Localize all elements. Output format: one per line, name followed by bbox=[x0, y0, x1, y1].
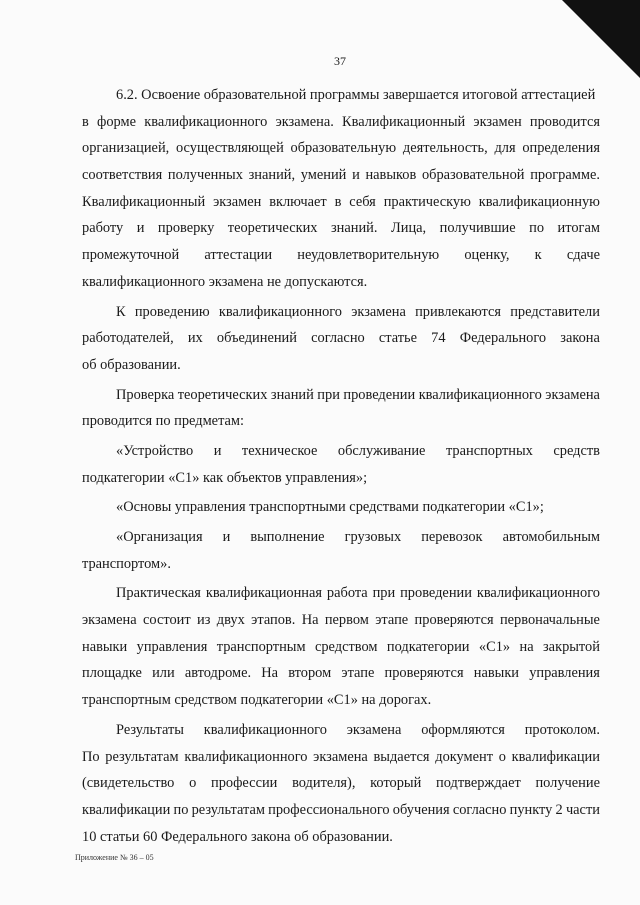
text-line: К проведению квалификационного экзамена привлекаются представители bbox=[116, 303, 600, 320]
text-line: экзамена состоит из двух этапов. На первом этапе проверяются первоначальные bbox=[82, 612, 600, 629]
text-line: работу и проверку теоретических знаний. Лица, получившие по итогам bbox=[82, 220, 600, 237]
paragraph bbox=[82, 382, 600, 435]
text-line: квалификации по результатам профессионального обучения согласно пункту 2 части bbox=[82, 801, 600, 818]
text-line: Практическая квалификационная работа при проведении квалификационного bbox=[116, 585, 600, 602]
text-line: По результатам квалификационного экзамена выдается документ о квалификации bbox=[82, 748, 600, 765]
page-footer: Приложение № 36 – 05 bbox=[75, 853, 154, 862]
text-line: проводится по предметам: bbox=[82, 413, 245, 430]
text-line: «Устройство и техническое обслуживание транспортных средств bbox=[116, 442, 600, 459]
text-line: 6.2. Освоение образовательной программы завершается итоговой аттестацией bbox=[116, 87, 596, 103]
text-line: 10 статьи 60 Федерального закона об образовании. bbox=[82, 828, 393, 845]
text-line: транспортом». bbox=[82, 555, 171, 572]
text-line: квалификационного экзамена не допускаются. bbox=[82, 273, 368, 290]
text-line: Проверка теоретических знаний при проведении квалификационного экзамена bbox=[116, 386, 600, 403]
text-line: Результаты квалификационного экзамена оформляются протоколом. bbox=[116, 721, 600, 738]
document-body bbox=[82, 82, 600, 850]
text-line: подкатегории «С1» как объектов управления»; bbox=[82, 469, 368, 486]
paragraph bbox=[82, 299, 600, 379]
text-line: организацией, осуществляющей образовательную деятельность, для определения bbox=[82, 140, 600, 157]
text-line: Квалификационный экзамен включает в себя практическую квалификационную bbox=[82, 193, 600, 210]
text-line: (свидетельство о профессии водителя), который подтверждает получение bbox=[82, 775, 600, 792]
text-line: транспортным средством подкатегории «С1» на дорогах. bbox=[82, 692, 432, 709]
text-line: «Основы управления транспортными средствами подкатегории «С1»; bbox=[116, 499, 544, 516]
text-line: навыки управления транспортным средством подкатегории «С1» на закрытой bbox=[82, 638, 600, 655]
text-line: об образовании. bbox=[82, 356, 181, 373]
text-line: промежуточной аттестации неудовлетворительную оценку, к сдаче bbox=[82, 247, 600, 264]
paragraph bbox=[82, 580, 600, 713]
paragraph bbox=[82, 82, 600, 296]
text-line: в форме квалификационного экзамена. Квалификационный экзамен проводится bbox=[82, 113, 600, 130]
text-line: площадке или автодроме. На втором этапе проверяются навыки управления bbox=[82, 665, 600, 682]
paragraph bbox=[82, 524, 600, 577]
paragraph bbox=[82, 438, 600, 491]
text-line: соответствия полученных знаний, умений и навыков образовательной программе. bbox=[82, 167, 600, 184]
paragraph bbox=[82, 717, 600, 850]
paragraph bbox=[82, 494, 600, 521]
page-number: 37 bbox=[334, 54, 346, 68]
text-line: «Организация и выполнение грузовых перевозок автомобильным bbox=[116, 529, 600, 545]
text-line: работодателей, их объединений согласно статье 74 Федерального закона bbox=[82, 330, 600, 347]
